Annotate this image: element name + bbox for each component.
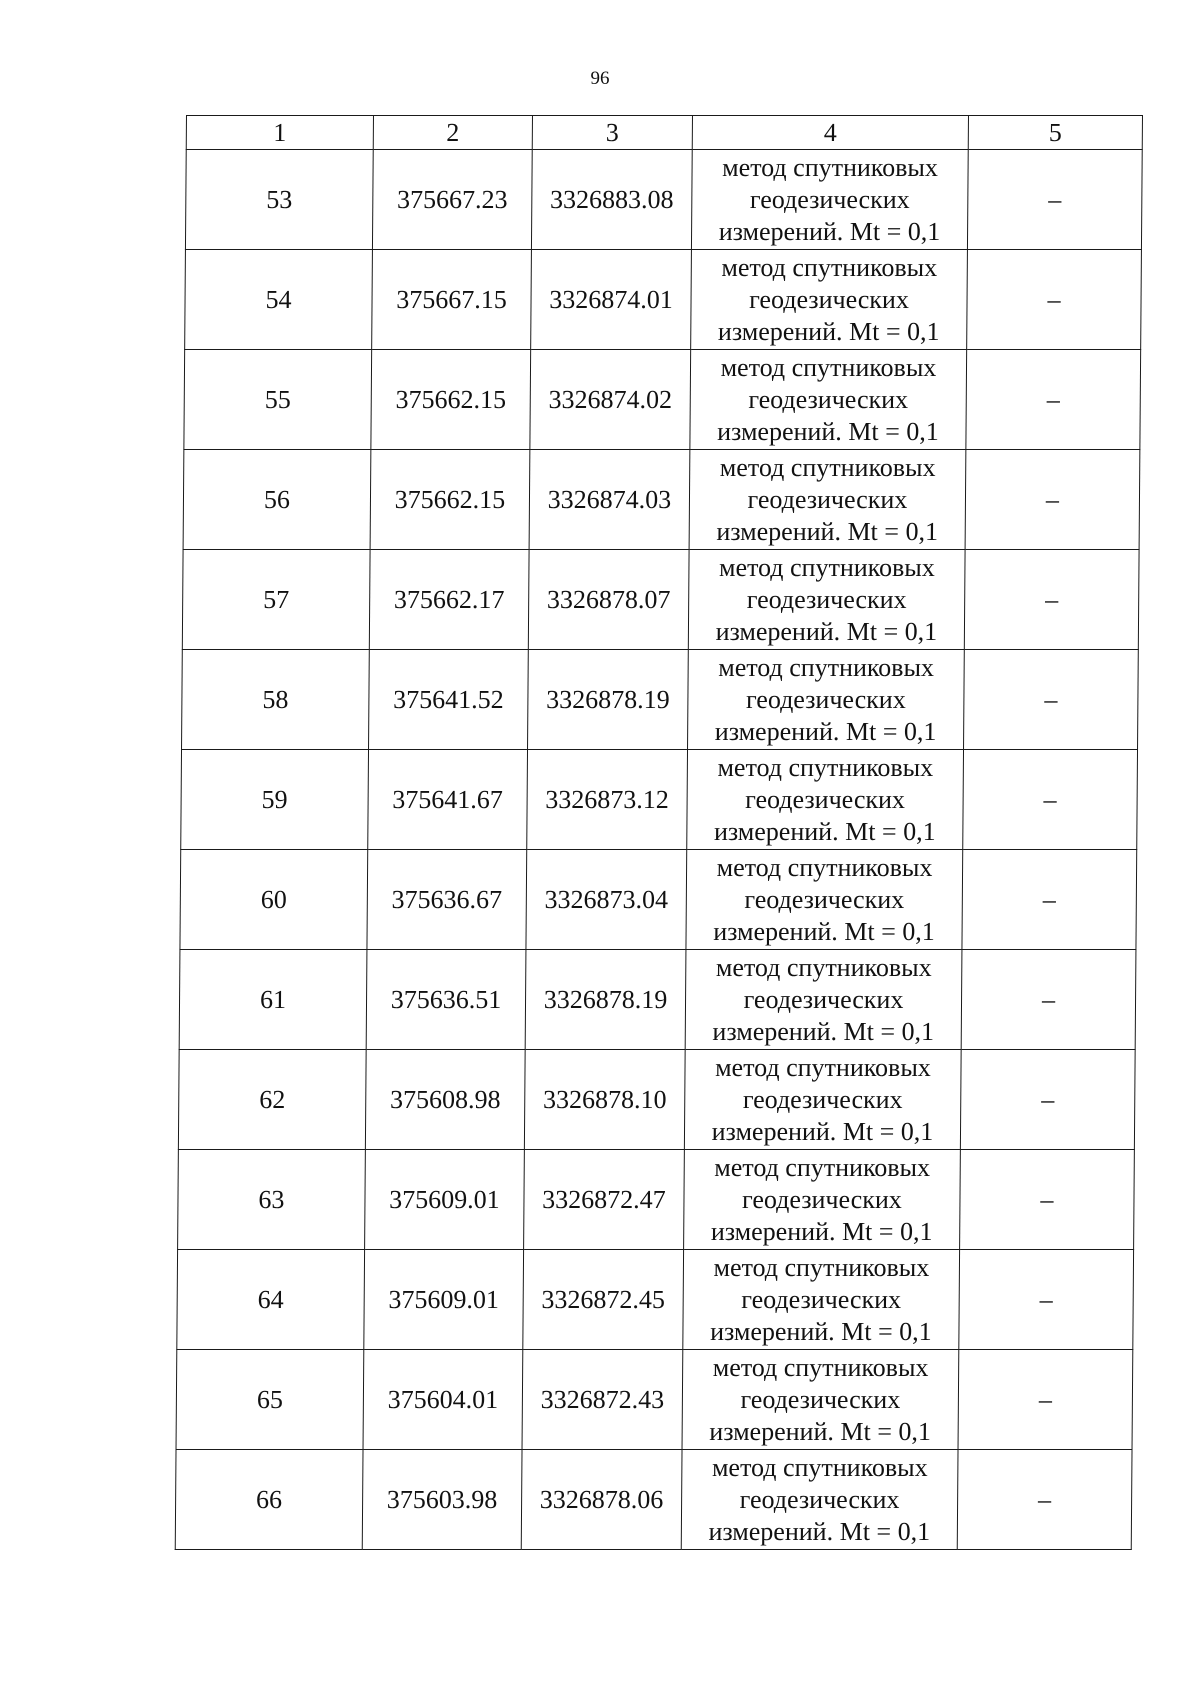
point-number-cell: 61 [179,950,367,1050]
point-number-cell: 57 [182,550,370,650]
method-line: геодезических [749,184,910,214]
method-line: измерений. Mt = 0,1 [709,1416,932,1446]
method-line: измерений. Mt = 0,1 [714,716,937,746]
method-line: геодезических [744,884,905,914]
y-coordinate-cell: 3326872.45 [523,1250,684,1350]
method-line: измерений. Mt = 0,1 [710,1316,932,1346]
x-coordinate-cell: 375609.01 [365,1150,525,1250]
x-coordinate-cell: 375667.23 [372,150,532,250]
y-coordinate-cell: 3326878.06 [521,1450,682,1550]
note-cell: – [959,1250,1134,1350]
method-line: метод спутниковых [719,452,936,482]
method-line: метод спутниковых [711,1452,928,1482]
point-number-cell: 58 [182,650,370,750]
note-cell: – [966,350,1141,450]
point-number-cell: 56 [183,450,371,550]
note-cell: – [964,550,1139,650]
y-coordinate-cell: 3326874.02 [530,350,691,450]
method-line: геодезических [745,684,906,714]
method-line: метод спутниковых [716,852,933,882]
y-coordinate-cell: 3326872.47 [524,1150,685,1250]
note-cell: – [961,950,1136,1050]
x-coordinate-cell: 375604.01 [363,1350,523,1450]
method-line: измерений. Mt = 0,1 [712,1016,935,1046]
table-row [181,750,1138,850]
header-col-1: 1 [186,116,373,150]
table-header [186,116,1142,150]
table-row [177,1250,1134,1350]
x-coordinate-cell: 375609.01 [364,1250,524,1350]
method-line: геодезических [742,1084,903,1114]
method-line: измерений. Mt = 0,1 [713,816,936,846]
method-line: измерений. Mt = 0,1 [711,1116,934,1146]
note-cell: – [965,450,1140,550]
x-coordinate-cell: 375641.52 [369,650,529,750]
y-coordinate-cell: 3326878.07 [528,550,689,650]
point-number-cell: 53 [185,150,373,250]
x-coordinate-cell: 375641.67 [368,750,528,850]
table-row [180,850,1137,950]
note-cell: – [960,1150,1135,1250]
x-coordinate-cell: 375636.67 [367,850,527,950]
method-line: геодезических [747,484,908,514]
method-cell [682,1350,959,1450]
method-cell [683,1250,960,1350]
method-cell [689,450,966,550]
method-line: метод спутниковых [715,952,932,982]
header-col-4: 4 [692,116,968,150]
table-row [184,350,1141,450]
method-line: измерений. Mt = 0,1 [708,1516,931,1546]
header-col-2: 2 [373,116,532,150]
table-row [182,650,1139,750]
method-line: геодезических [741,1284,902,1314]
method-line: геодезических [740,1384,901,1414]
point-number-cell: 62 [178,1050,366,1150]
method-line: метод спутниковых [718,552,935,582]
table-row [182,550,1139,650]
table-row [185,250,1142,350]
y-coordinate-cell: 3326873.12 [527,750,688,850]
coordinates-table [175,115,1143,1550]
y-coordinate-cell: 3326878.19 [528,650,689,750]
note-cell: – [964,650,1139,750]
method-line: геодезических [746,584,907,614]
y-coordinate-cell: 3326872.43 [522,1350,683,1450]
method-cell [690,350,967,450]
header-col-3: 3 [532,116,692,150]
x-coordinate-cell: 375608.98 [365,1050,525,1150]
method-line: измерений. Mt = 0,1 [717,416,939,446]
method-cell [688,550,965,650]
table-row [183,450,1140,550]
note-cell: – [960,1050,1135,1150]
table-row [185,150,1142,250]
table-row [179,950,1136,1050]
method-line: измерений. Mt = 0,1 [715,616,938,646]
point-number-cell: 66 [175,1450,363,1550]
point-number-cell: 63 [178,1150,366,1250]
method-cell [681,1450,958,1550]
method-line: метод спутниковых [721,252,938,282]
method-line: измерений. Mt = 0,1 [716,516,939,546]
method-line: метод спутниковых [722,152,939,182]
method-line: геодезических [749,284,910,314]
method-line: измерений. Mt = 0,1 [713,916,936,946]
y-coordinate-cell: 3326878.10 [524,1050,685,1150]
method-line: измерений. Mt = 0,1 [710,1216,933,1246]
table-body [175,150,1142,1550]
table-row [175,1450,1132,1550]
method-line: метод спутниковых [714,1152,931,1182]
note-cell: – [967,250,1142,350]
y-coordinate-cell: 3326878.19 [525,950,686,1050]
method-line: геодезических [739,1484,900,1514]
y-coordinate-cell: 3326874.01 [531,250,692,350]
point-number-cell: 65 [176,1350,364,1450]
method-line: метод спутниковых [717,752,934,782]
note-cell: – [958,1350,1133,1450]
point-number-cell: 55 [184,350,372,450]
note-cell: – [962,850,1137,950]
page-number: 96 [590,68,610,89]
method-line: метод спутниковых [712,1352,929,1382]
method-line: измерений. Mt = 0,1 [718,216,941,246]
x-coordinate-cell: 375662.15 [371,350,531,450]
x-coordinate-cell: 375667.15 [372,250,532,350]
x-coordinate-cell: 375603.98 [362,1450,522,1550]
method-line: геодезических [741,1184,902,1214]
x-coordinate-cell: 375662.15 [370,450,530,550]
x-coordinate-cell: 375662.17 [369,550,529,650]
table-row [176,1350,1133,1450]
method-cell [684,1050,961,1150]
method-line: метод спутниковых [718,652,935,682]
point-number-cell: 54 [185,250,373,350]
note-cell: – [957,1450,1132,1550]
method-cell [687,750,964,850]
method-cell [691,250,968,350]
method-cell [691,150,968,250]
method-line: геодезических [745,784,906,814]
method-cell [688,650,965,750]
table-row [178,1050,1135,1150]
method-line: геодезических [748,384,909,414]
method-line: метод спутниковых [715,1052,931,1082]
y-coordinate-cell: 3326883.08 [531,150,692,250]
point-number-cell: 59 [181,750,369,850]
table-row [178,1150,1135,1250]
method-line: геодезических [743,984,904,1014]
note-cell: – [967,150,1142,250]
x-coordinate-cell: 375636.51 [366,950,526,1050]
method-line: метод спутниковых [720,352,937,382]
note-cell: – [963,750,1138,850]
header-col-5: 5 [968,116,1142,150]
method-cell [684,1150,961,1250]
y-coordinate-cell: 3326874.03 [529,450,690,550]
point-number-cell: 64 [177,1250,365,1350]
method-cell [685,950,962,1050]
y-coordinate-cell: 3326873.04 [526,850,687,950]
method-line: метод спутниковых [713,1252,930,1282]
header-row [186,116,1142,150]
point-number-cell: 60 [180,850,368,950]
method-cell [686,850,963,950]
method-line: измерений. Mt = 0,1 [717,316,940,346]
